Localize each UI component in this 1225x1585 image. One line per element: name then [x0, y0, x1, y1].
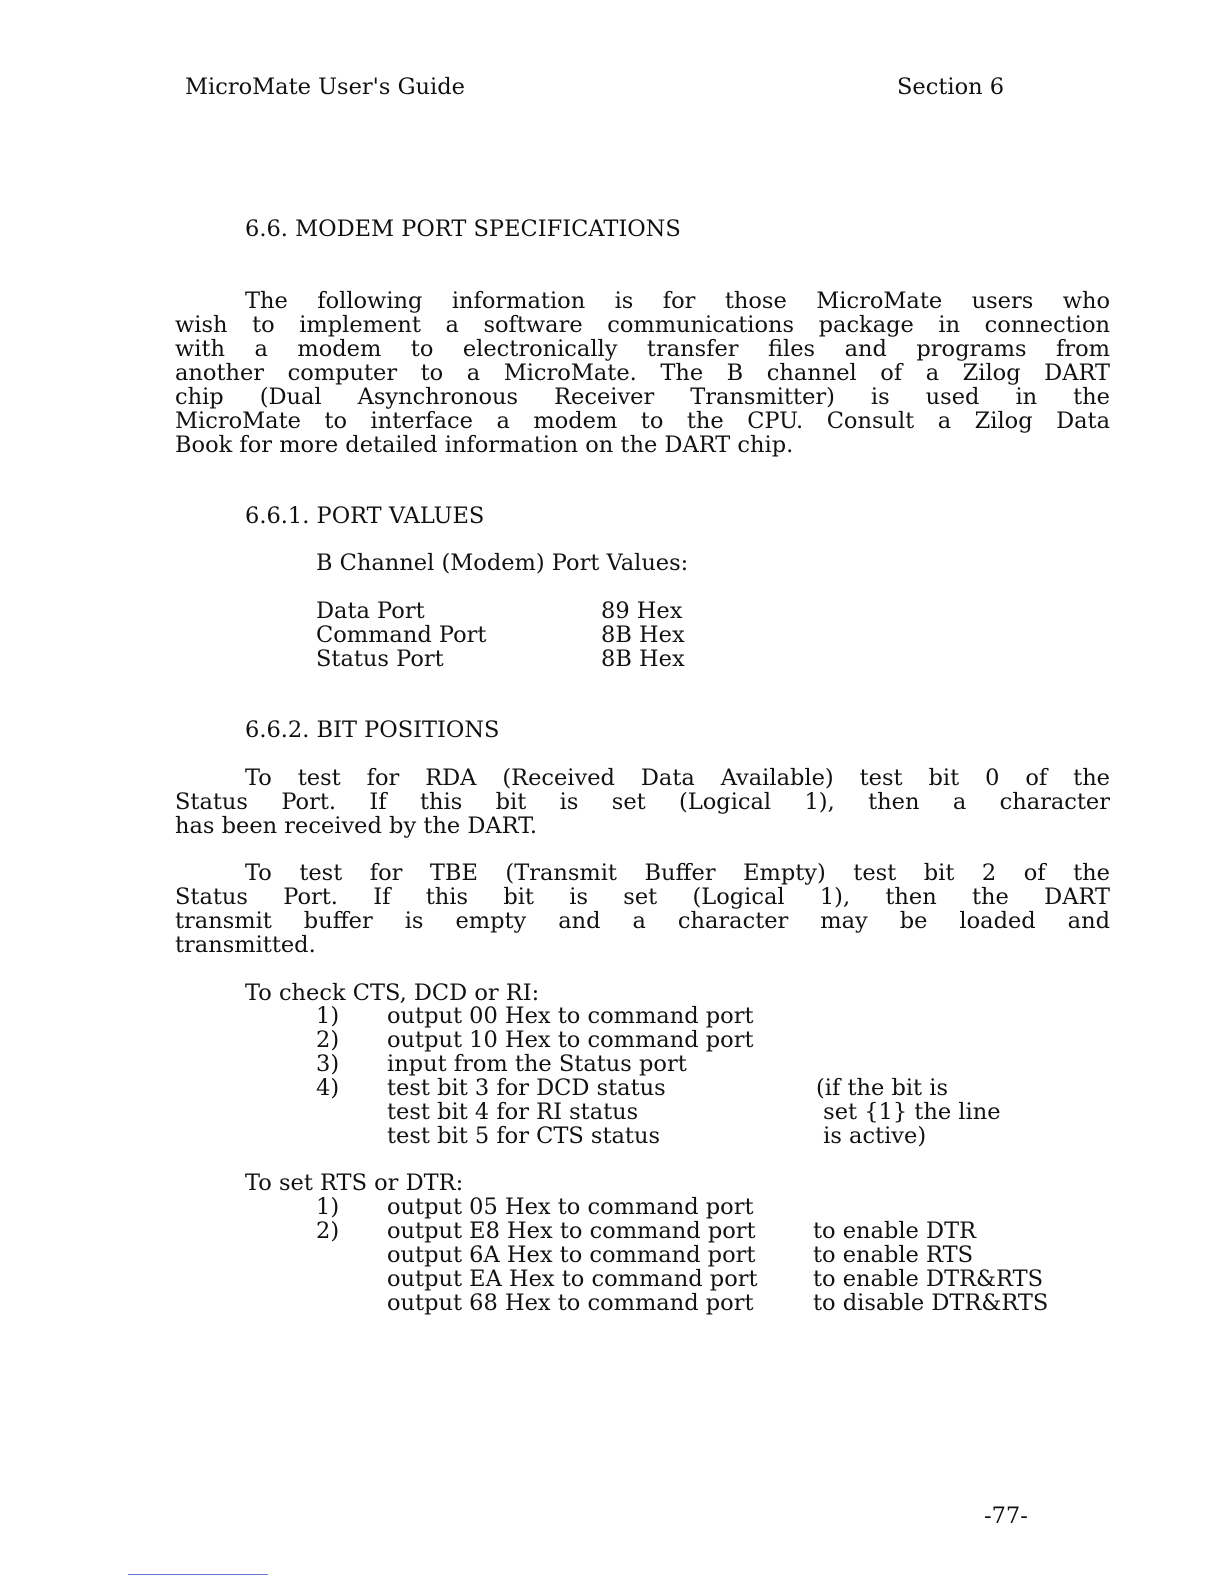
scan-artifact-line [128, 1574, 268, 1575]
port-value: 8B Hex [601, 622, 685, 648]
paragraph-line: transmitted. [175, 932, 316, 958]
step-number: 4) [316, 1075, 340, 1101]
tbe-paragraph [175, 861, 1110, 957]
page-number: -77- [984, 1503, 1028, 1529]
port-value: 89 Hex [601, 598, 683, 624]
step-note: to enable DTR [813, 1218, 977, 1244]
step-number: 2) [316, 1027, 340, 1053]
paragraph-line: Status Port. If this bit is set (Logical 1), then the DART [175, 884, 1110, 910]
running-header-section: Section 6 [897, 74, 1005, 100]
step-note: set {1} the line [816, 1099, 1001, 1125]
step-text: output 00 Hex to command port [387, 1003, 754, 1029]
step-text: output 10 Hex to command port [387, 1027, 754, 1053]
paragraph-line: Book for more detailed information on the DART chip. [175, 432, 794, 458]
step-text: test bit 4 for RI status [387, 1099, 639, 1125]
step-text: output 68 Hex to command port [387, 1290, 754, 1316]
set-instructions-heading: To set RTS or DTR: [245, 1170, 464, 1196]
step-note: is active) [816, 1123, 927, 1149]
step-text: input from the Status port [387, 1051, 687, 1077]
step-number: 2) [316, 1218, 340, 1244]
paragraph-line: To test for TBE (Transmit Buffer Empty) test bit 2 of the [245, 860, 1110, 886]
step-note: to enable RTS [813, 1242, 973, 1268]
section-heading: 6.6. MODEM PORT SPECIFICATIONS [245, 216, 681, 242]
paragraph-line: MicroMate to interface a modem to the CPU. Consult a Zilog Data [175, 408, 1110, 434]
step-text: test bit 3 for DCD status [387, 1075, 666, 1101]
port-values-caption: B Channel (Modem) Port Values: [316, 550, 689, 576]
step-text: output 05 Hex to command port [387, 1194, 754, 1220]
paragraph-line: chip (Dual Asynchronous Receiver Transmitter) is used in the [175, 384, 1110, 410]
running-header-title: MicroMate User's Guide [185, 74, 465, 100]
subsection-heading-port-values: 6.6.1. PORT VALUES [245, 503, 485, 529]
step-number: 1) [316, 1194, 340, 1220]
step-number: 1) [316, 1003, 340, 1029]
port-name: Status Port [316, 646, 444, 672]
step-number: 3) [316, 1051, 340, 1077]
step-text: output 6A Hex to command port [387, 1242, 756, 1268]
port-value: 8B Hex [601, 646, 685, 672]
step-note: to disable DTR&RTS [813, 1290, 1049, 1316]
port-name: Command Port [316, 622, 487, 648]
paragraph-line: The following information is for those MicroMate users who [245, 288, 1110, 314]
paragraph-line: another computer to a MicroMate. The B channel of a Zilog DART [175, 360, 1110, 386]
port-name: Data Port [316, 598, 425, 624]
paragraph-line: transmit buffer is empty and a character may be loaded and [175, 908, 1110, 934]
paragraph-line: wish to implement a software communications package in connection [175, 312, 1110, 338]
step-note: to enable DTR&RTS [813, 1266, 1044, 1292]
intro-paragraph [175, 289, 1110, 457]
paragraph-line: has been received by the DART. [175, 813, 537, 839]
rda-paragraph [175, 766, 1110, 838]
subsection-heading-bit-positions: 6.6.2. BIT POSITIONS [245, 717, 500, 743]
step-text: output E8 Hex to command port [387, 1218, 756, 1244]
check-instructions-heading: To check CTS, DCD or RI: [245, 980, 540, 1006]
paragraph-line: Status Port. If this bit is set (Logical 1), then a character [175, 789, 1110, 815]
paragraph-line: with a modem to electronically transfer files and programs from [175, 336, 1110, 362]
step-text: test bit 5 for CTS status [387, 1123, 661, 1149]
step-text: output EA Hex to command port [387, 1266, 758, 1292]
step-note: (if the bit is [816, 1075, 948, 1101]
paragraph-line: To test for RDA (Received Data Available) test bit 0 of the [245, 765, 1110, 791]
